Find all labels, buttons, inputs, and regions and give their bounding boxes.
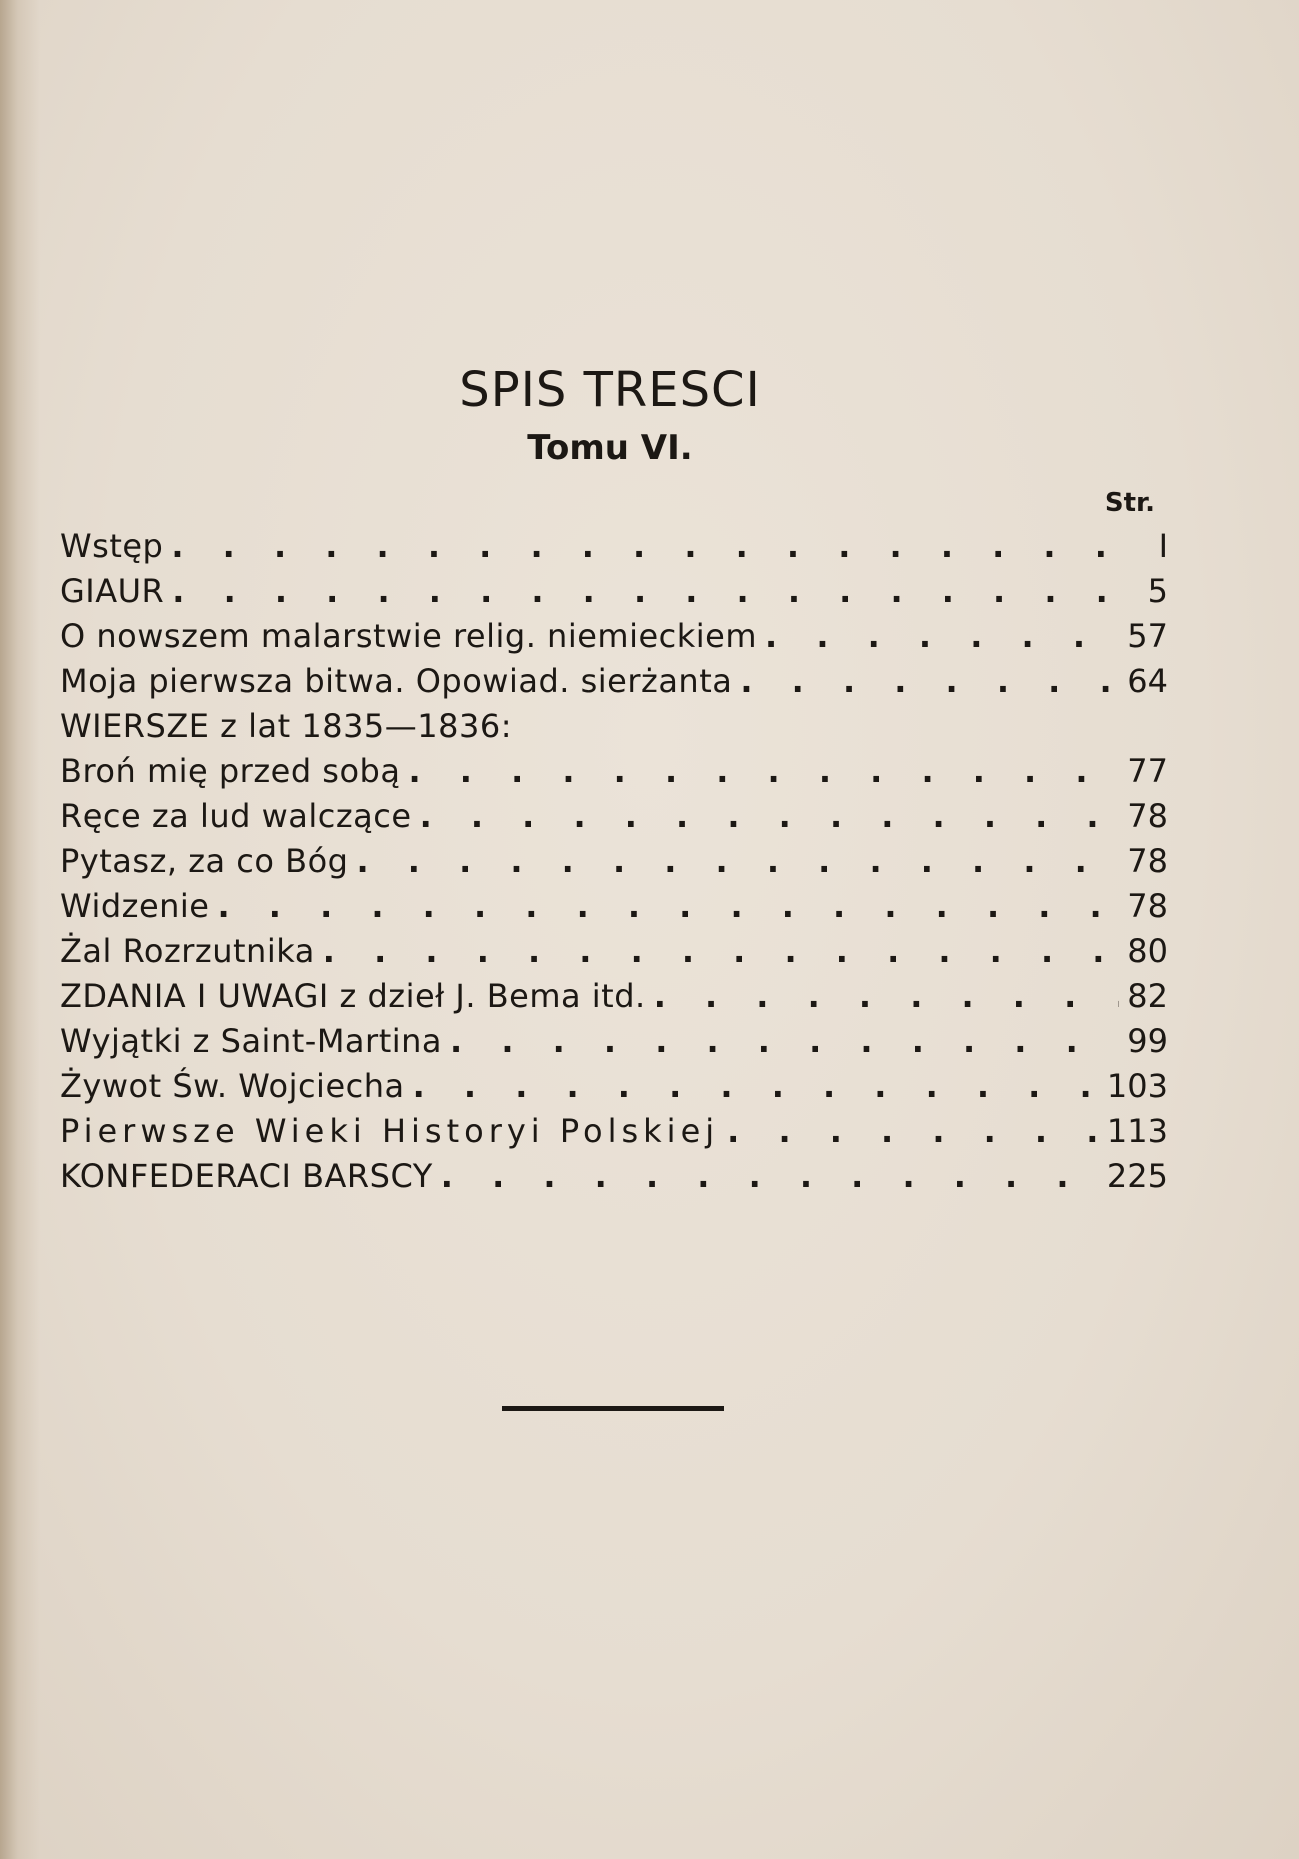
dot-leader <box>172 569 1130 614</box>
toc-entry-title: WIERSZE z lat 1835—1836: <box>60 707 512 745</box>
toc-entry-title: ZDANIA I UWAGI z dzieł J. Bema itd. <box>60 977 646 1015</box>
page-title: SPIS TRESCI <box>459 362 761 418</box>
toc-entry-page: 80 <box>1127 932 1168 970</box>
toc-entry-page: 78 <box>1127 842 1168 880</box>
toc-entry-title: Widzenie <box>60 887 210 925</box>
toc-entry <box>60 839 1168 884</box>
toc-section-heading <box>60 704 1168 749</box>
dot-leader <box>413 1064 1099 1109</box>
toc-entry <box>60 1064 1168 1109</box>
toc-entry-page: 57 <box>1127 617 1168 655</box>
toc-entry <box>60 1154 1168 1199</box>
dot-leader <box>654 974 1120 1019</box>
toc-entry-page: 64 <box>1127 662 1168 700</box>
toc-entry <box>60 614 1168 659</box>
toc-entry-page: 77 <box>1127 752 1168 790</box>
dot-leader <box>727 1109 1099 1154</box>
end-rule-divider <box>502 1406 724 1411</box>
dot-leader <box>323 929 1119 974</box>
toc-entry-page: 78 <box>1127 887 1168 925</box>
toc-entry <box>60 974 1168 1019</box>
dot-leader <box>420 794 1120 839</box>
toc-entry-title: O nowszem malarstwie relig. niemieckiem <box>60 617 758 655</box>
toc-entry-title: Pytasz, za co Bóg <box>60 842 349 880</box>
toc-entry <box>60 1109 1168 1154</box>
toc-entry <box>60 884 1168 929</box>
dot-leader <box>740 659 1119 704</box>
toc-entry-page: 225 <box>1106 1157 1168 1195</box>
toc-entry-title: Żywot Św. Wojciecha <box>60 1067 405 1105</box>
toc-entry-title: GIAUR <box>60 572 165 610</box>
toc-entry-page: 82 <box>1127 977 1168 1015</box>
dot-leader <box>441 1154 1099 1199</box>
dot-leader <box>765 614 1119 659</box>
toc-entry-title: Pierwsze Wieki Historyi Polskiej <box>60 1112 720 1150</box>
dot-leader <box>408 749 1119 794</box>
toc-entry <box>60 1019 1168 1064</box>
toc-entry <box>60 929 1168 974</box>
toc-entry-page: 99 <box>1127 1022 1168 1060</box>
toc-entry <box>60 569 1168 614</box>
toc-entry-page: 5 <box>1147 572 1168 610</box>
dot-leader <box>171 524 1130 569</box>
toc-entry <box>60 794 1168 839</box>
dot-leader <box>356 839 1119 884</box>
spine-shadow <box>0 0 40 1859</box>
dot-leader <box>450 1019 1119 1064</box>
table-of-contents <box>60 524 1168 1199</box>
volume-subtitle: Tomu VI. <box>527 428 693 468</box>
toc-entry-page: 113 <box>1106 1112 1168 1150</box>
page-column-label: Str. <box>1104 488 1155 518</box>
toc-entry <box>60 659 1168 704</box>
toc-entry-title: KONFEDERACI BARSCY <box>60 1157 433 1195</box>
toc-entry-title: Żal Rozrzutnika <box>60 932 315 970</box>
toc-entry-title: Moja pierwsza bitwa. Opowiad. sierżanta <box>60 662 733 700</box>
toc-entry <box>60 524 1168 569</box>
toc-entry-title: Ręce za lud walczące <box>60 797 412 835</box>
toc-entry-page: 103 <box>1106 1067 1168 1105</box>
toc-entry-title: Wyjątki z Saint-Martina <box>60 1022 443 1060</box>
toc-entry-title: Broń mię przed sobą <box>60 752 401 790</box>
toc-entry <box>60 749 1168 794</box>
toc-entry-page: 78 <box>1127 797 1168 835</box>
toc-entry-title: Wstęp <box>60 527 164 565</box>
dot-leader <box>217 884 1119 929</box>
toc-entry-page: I <box>1158 527 1168 565</box>
